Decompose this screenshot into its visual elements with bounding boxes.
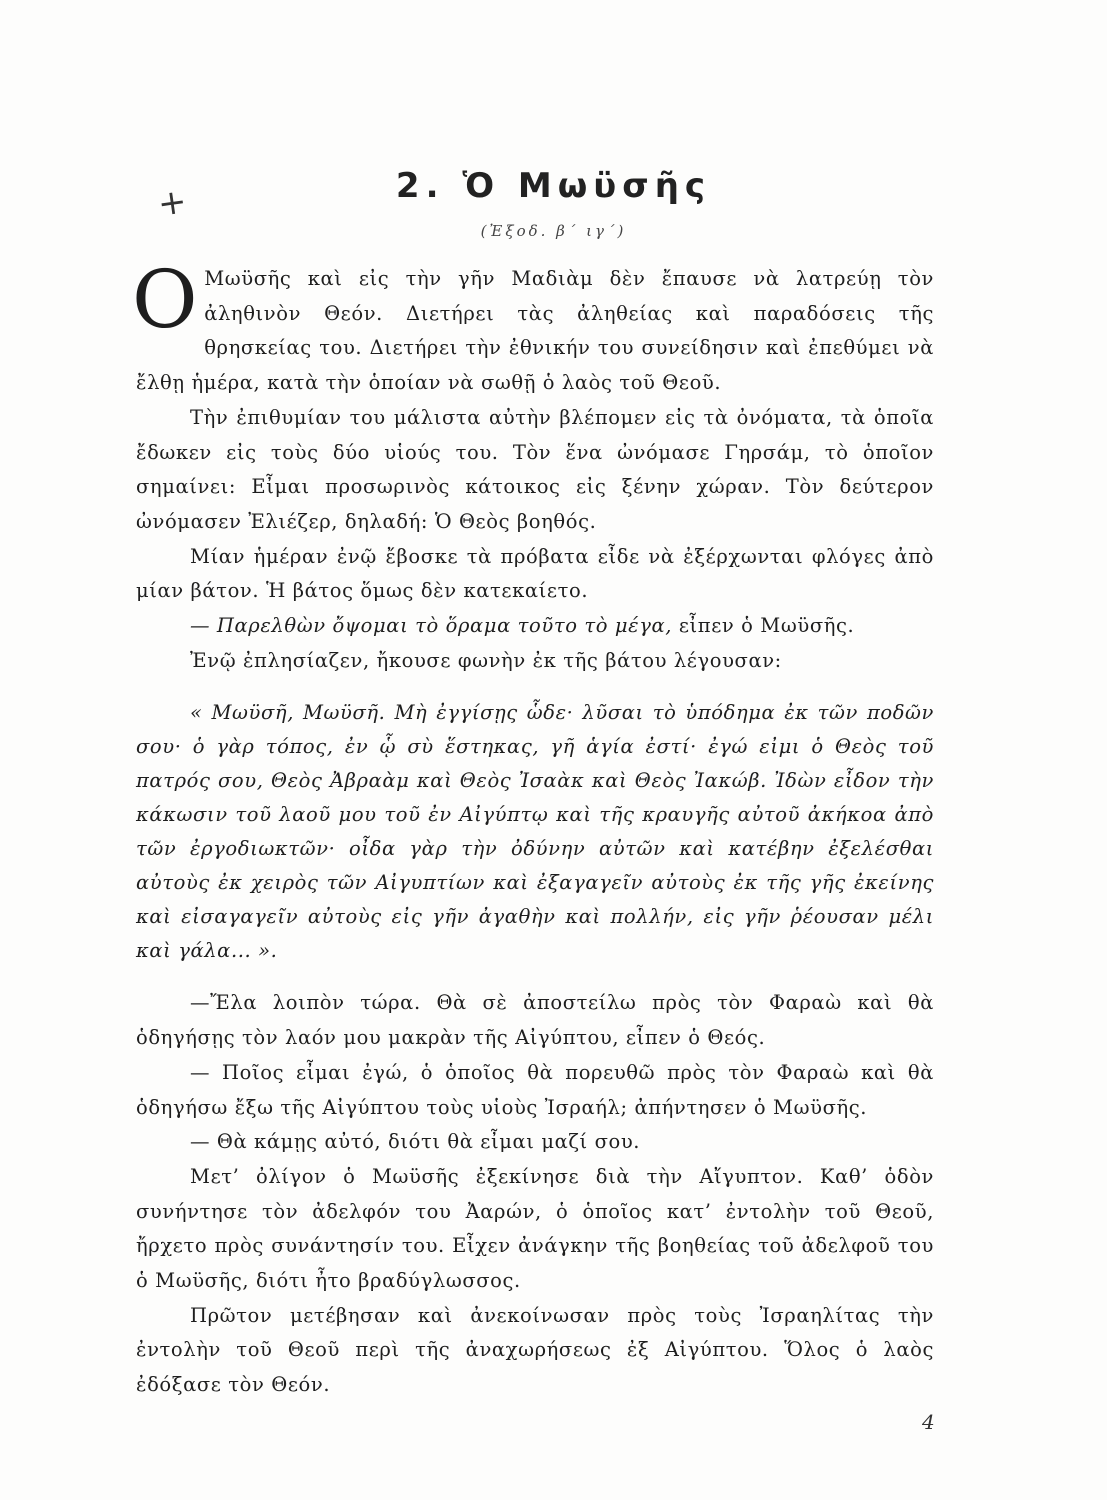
paragraph-4-text: εἶπεν ὁ Μωϋσῆς. <box>672 614 855 638</box>
paragraph-2: Τὴν ἐπιθυμίαν του μάλιστα αὐτὴν βλέπομεν εἰς τὰ ὀνόματα, τὰ ὁποῖα ἔδωκεν εἰς τοὺς δύο υἱούς του. Τὸν ἕνα ὠνόμασε Γηρσάμ, τὸ ὁποῖον σημαίνει: Εἶμαι προσωρινὸς κάτοικος εἰς ξένην χώραν. Τὸν δεύτερον ὠνόμασεν Ἐλιέζερ, δηλαδή: Ὁ Θεὸς βοηθός. <box>136 405 934 533</box>
paragraph-9: Μετ’ ὀλίγον ὁ Μωϋσῆς ἐξεκίνησε διὰ τὴν Αἴγυπτον. Καθ’ ὁδὸν συνήντησε τὸν ἀδελφόν του Ἀαρών, ὁ ὁποῖος κατ’ ἐντολὴν τοῦ Θεοῦ, ἤρχετο πρὸς συνάντησίν του. Εἶχεν ἀνάγκην τῆς βοηθείας τοῦ ἀδελφοῦ του ὁ Μωϋσῆς, διότι ἦτο βραδύγλωσσος. <box>136 1164 934 1293</box>
chapter-title: 2. Ὁ Μωϋσῆς <box>395 166 712 206</box>
body-text <box>132 253 934 1403</box>
paragraph-4-italic: — Παρελθὼν ὄψομαι τὸ ὅραμα τοῦτο τὸ μέγα, <box>190 614 673 638</box>
drop-cap: Ο <box>132 253 199 346</box>
page-number: 4 <box>922 1410 935 1434</box>
paragraph-10: Πρῶτον μετέβησαν καὶ ἀνεκοίνωσαν πρὸς τοὺς Ἰσραηλίτας τὴν ἐντολὴν τοῦ Θεοῦ περὶ τῆς ἀναχωρήσεως ἐξ Αἰγύπτου. Ὅλος ὁ λαὸς ἐδόξασε τὸν Θεόν. <box>136 1303 934 1397</box>
scripture-quote: « Μωϋσῆ, Μωϋσῆ. Μὴ ἐγγίσῃς ὧδε· λῦσαι τὸ ὑπόδημα ἐκ τῶν ποδῶν σου· ὁ γὰρ τόπος, ἐν ᾧ σὺ ἕστηκας, γῆ ἁγία ἐστί· ἐγώ εἰμι ὁ Θεὸς τοῦ πατρός σου, Θεὸς Ἀβραὰμ καὶ Θεὸς Ἰσαὰκ καὶ Θεὸς Ἰακώβ. Ἰδὼν εἶδον τὴν κάκωσιν τοῦ λαοῦ μου τοῦ ἐν Αἰγύπτῳ καὶ τῆς κραυγῆς αὐτοῦ ἀκήκοα ἀπὸ τῶν ἐργοδιωκτῶν· οἶδα γὰρ τὴν ὀδύνην αὐτῶν καὶ κατέβην ἐξελέσθαι αὐτοὺς ἐκ χειρὸς τῶν Αἰγυπτίων καὶ ἐξαγαγεῖν αὐτοὺς ἐκ τῆς γῆς ἐκείνης καὶ εἰσαγαγεῖν αὐτοὺς εἰς γῆν ἀγαθὴν καὶ πολλήν, εἰς γῆν ῥέουσαν μέλι καὶ γάλα... ». <box>136 701 934 963</box>
paragraph-1 <box>132 253 934 401</box>
paragraph-6: —Ἔλα λοιπὸν τώρα. Θὰ σὲ ἀποστείλω πρὸς τὸν Φαραὼ καὶ θὰ ὁδηγήσῃς τὸν λαόν μου μακρὰν τῆς Αἰγύπτου, εἶπεν ὁ Θεός. <box>136 991 934 1050</box>
paragraph-4 <box>136 609 934 644</box>
scripture-reference: (Ἐξοδ. β΄ ιγ΄) <box>480 222 627 240</box>
paragraph-1-text: Μωϋσῆς καὶ εἰς τὴν γῆν Μαδιὰμ δὲν ἔπαυσε νὰ λατρεύῃ τὸν ἀληθινὸν Θεόν. Διετήρει τὰς ἀληθείας καὶ παραδόσεις τῆς θρησκείας του. Διετήρει τὴν ἐθνικήν του συνείδησιν καὶ ἐπεθύμει νὰ ἔλθῃ ἡμέρα, κατὰ τὴν ὁποίαν νὰ σωθῇ ὁ λαὸς τοῦ Θεοῦ. <box>136 267 934 395</box>
paragraph-8: — Θὰ κάμῃς αὐτό, διότι θὰ εἶμαι μαζί σου. <box>190 1130 641 1154</box>
paragraph-7: — Ποῖος εἶμαι ἐγώ, ὁ ὁποῖος θὰ πορευθῶ πρὸς τὸν Φαραὼ καὶ θὰ ὁδηγήσω ἔξω τῆς Αἰγύπτου τοὺς υἱοὺς Ἰσραήλ; ἀπήντησεν ὁ Μωϋσῆς. <box>136 1060 934 1119</box>
paragraph-5: Ἐνῷ ἐπλησίαζεν, ἤκουσε φωνὴν ἐκ τῆς βάτου λέγουσαν: <box>190 648 782 672</box>
margin-cross-mark: + <box>155 181 190 225</box>
paragraph-3: Μίαν ἡμέραν ἐνῷ ἔβοσκε τὰ πρόβατα εἶδε νὰ ἐξέρχωνται φλόγες ἀπὸ μίαν βάτον. Ἡ βάτος ὅμως δὲν κατεκαίετο. <box>136 544 934 603</box>
